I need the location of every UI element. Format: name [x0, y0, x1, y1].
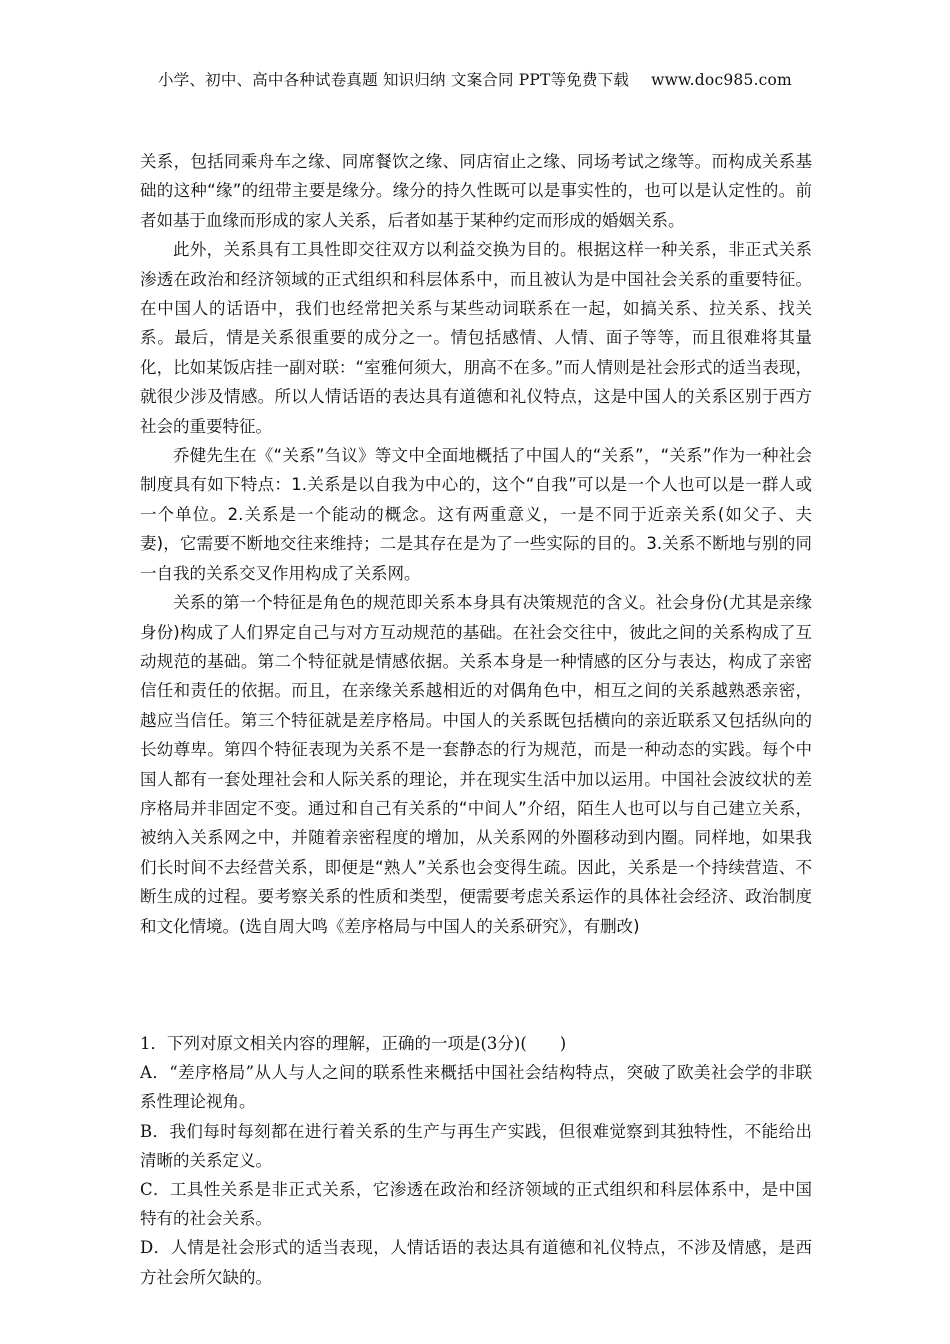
header-url[interactable]: www.doc985.com — [651, 71, 792, 89]
passage-paragraph: 此外，关系具有工具性即交往双方以利益交换为目的。根据这样一种关系，非正式关系渗透在政治和经济领域的正式组织和科层体系中，而且被认为是中国社会关系的重要特征。在中国人的话语中，我们也经常把关系与某些动词联系在一起，如搞关系、拉关系、找关系。最后，情是关系很重要的成分之一。情包括感情、人情、面子等等，而且很难将其量化，比如某饭店挂一副对联：“室雅何须大，朋高不在多。”而人情则是社会形式的适当表现，就很少涉及情感。所以人情话语的表达具有道德和礼仪特点，这是中国人的关系区别于西方社会的重要特征。 — [140, 240, 812, 436]
passage-paragraph: 乔健先生在《“关系”刍议》等文中全面地概括了中国人的“关系”，“关系”作为一种社会制度具有如下特点：1.关系是以自我为中心的，这个“自我”可以是一个人也可以是一群人或一个单位。2.关系是一个能动的概念。这有两重意义，一是不同于近亲关系(如父子、夫妻)，它需要不断地交往来维持；二是其存在是为了一些实际的目的。3.关系不断地与别的同一自我的关系交叉作用构成了关系网。 — [140, 446, 812, 583]
option-d: D．人情是社会形式的适当表现，人情话语的表达具有道德和礼仪特点，不涉及情感，是西方社会所欠缺的。 — [140, 1238, 812, 1287]
option-c: C．工具性关系是非正式关系，它渗透在政治和经济领域的正式组织和科层体系中，是中国特有的社会关系。 — [140, 1180, 812, 1229]
header-text: 小学、初中、高中各种试卷真题 知识归纳 文案合同 PPT等免费下载 — [158, 71, 630, 89]
page-header — [0, 68, 950, 90]
option-a: A．“差序格局”从人与人之间的联系性来概括中国社会结构特点，突破了欧美社会学的非联系性理论视角。 — [140, 1063, 812, 1112]
question-block — [140, 1029, 812, 1292]
option-b: B．我们每时每刻都在进行着关系的生产与再生产实践，但很难觉察到其独特性，不能给出清晰的关系定义。 — [140, 1121, 812, 1170]
passage-paragraph: 关系，包括同乘舟车之缘、同席餐饮之缘、同店宿止之缘、同场考试之缘等。而构成关系基础的这种“缘”的纽带主要是缘分。缘分的持久性既可以是事实性的，也可以是认定性的。前者如基于血缘而形成的家人关系，后者如基于某种约定而形成的婚姻关系。 — [140, 152, 812, 230]
question-stem: 1．下列对原文相关内容的理解，正确的一项是(3分)( ) — [140, 1034, 567, 1053]
passage-paragraph: 关系的第一个特征是角色的规范即关系本身具有决策规范的含义。社会身份(尤其是亲缘身份)构成了人们界定自己与对方互动规范的基础。在社会交往中，彼此之间的关系构成了互动规范的基础。第二个特征就是情感依据。关系本身是一种情感的区分与表达，构成了亲密信任和责任的依据。而且，在亲缘关系越相近的对偶角色中，相互之间的关系越熟悉亲密，越应当信任。第三个特征就是差序格局。中国人的关系既包括横向的亲近联系又包括纵向的长幼尊卑。第四个特征表现为关系不是一套静态的行为规范，而是一种动态的实践。每个中国人都有一套处理社会和人际关系的理论，并在现实生活中加以运用。中国社会波纹状的差序格局并非固定不变。通过和自己有关系的“中间人”介绍，陌生人也可以与自己建立关系，被纳入关系网之中，并随着亲密程度的增加，从关系网的外圈移动到内圈。同样地，如果我们长时间不去经营关系，即便是“熟人”关系也会变得生疏。因此，关系是一个持续营造、不断生成的过程。要考察关系的性质和类型，便需要考虑关系运作的具体社会经济、政治制度和文化情境。(选自周大鸣《差序格局与中国人的关系研究》，有删改) — [140, 593, 812, 936]
passage-body — [140, 147, 812, 941]
